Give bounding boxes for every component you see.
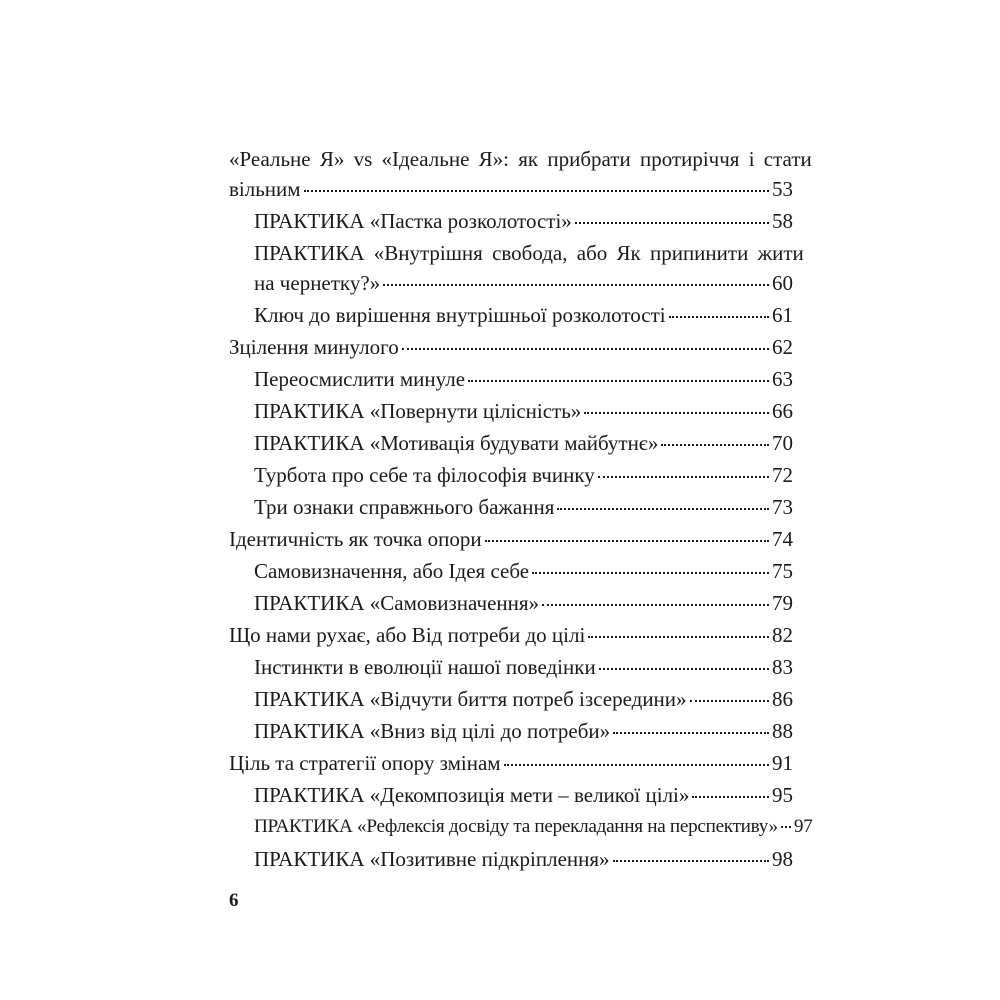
dot-leader bbox=[599, 668, 769, 670]
dot-leader bbox=[588, 636, 769, 638]
toc-entry-title: «Реальне Я» vs «Ідеальне Я»: як прибрати протиріччя і стати bbox=[229, 147, 812, 171]
dot-leader bbox=[504, 764, 769, 766]
dot-leader bbox=[304, 190, 769, 192]
toc-entry-title: ПРАКТИКА «Декомпозиція мети – великої цілі» bbox=[254, 783, 690, 807]
toc-entry-title: Переосмислити минуле bbox=[254, 367, 466, 391]
toc-entry-continuation: вільним bbox=[229, 177, 301, 201]
toc-entry-title: Зцілення минулого bbox=[229, 335, 399, 359]
toc-page-number: 79 bbox=[772, 591, 793, 615]
toc-entry bbox=[229, 176, 793, 208]
toc-entry-title: ПРАКТИКА «Самовизначення» bbox=[254, 591, 540, 615]
toc-entry bbox=[229, 462, 793, 494]
toc-entry bbox=[229, 366, 793, 398]
toc-entry-title: ПРАКТИКА «Рефлексія досвіду та перекладання на перспективу» bbox=[254, 816, 778, 837]
toc-entry-title: Інстинкти в еволюції нашої поведінки bbox=[254, 655, 596, 679]
toc-entry-heading bbox=[229, 146, 812, 176]
dot-leader bbox=[692, 796, 769, 798]
toc-entry-title: Турбота про себе та філософія вчинку bbox=[254, 463, 595, 487]
toc-entry-title: ПРАКТИКА «Внутрішня свобода, або Як припинити жити bbox=[254, 241, 804, 265]
toc-entry bbox=[229, 302, 793, 334]
toc-entry bbox=[229, 270, 793, 302]
toc-page-number: 95 bbox=[772, 783, 793, 807]
toc-entry-title: ПРАКТИКА «Повернути цілісність» bbox=[254, 399, 582, 423]
toc-entry bbox=[229, 430, 793, 462]
toc-entry-title: ПРАКТИКА «Вниз від цілі до потреби» bbox=[254, 719, 611, 743]
toc-page-number: 75 bbox=[772, 559, 793, 583]
toc-entry-title: Три ознаки справжнього бажання bbox=[254, 495, 555, 519]
toc-page-number: 53 bbox=[772, 177, 793, 201]
toc-entry bbox=[229, 334, 793, 366]
toc-entry bbox=[229, 208, 793, 240]
toc-entry bbox=[229, 782, 793, 814]
page-number: 6 bbox=[229, 890, 239, 911]
toc-entry-title: Що нами рухає, або Від потреби до цілі bbox=[229, 623, 586, 647]
dot-leader bbox=[669, 316, 769, 318]
dot-leader bbox=[557, 508, 769, 510]
toc-entry-title: Ідентичність як точка опори bbox=[229, 527, 482, 551]
toc-entry bbox=[229, 622, 793, 654]
toc-page-number: 58 bbox=[772, 209, 793, 233]
toc-entry bbox=[229, 814, 813, 846]
toc-page-number: 98 bbox=[772, 847, 793, 871]
toc-entry bbox=[229, 494, 793, 526]
dot-leader bbox=[468, 380, 769, 382]
toc-page-number: 86 bbox=[772, 687, 793, 711]
toc-page-number: 91 bbox=[772, 751, 793, 775]
toc-entry-title: ПРАКТИКА «Мотивація будувати майбутнє» bbox=[254, 431, 659, 455]
dot-leader bbox=[661, 444, 769, 446]
toc-entry bbox=[229, 718, 793, 750]
dot-leader bbox=[383, 284, 769, 286]
toc-entry-title: Самовизначення, або Ідея себе bbox=[254, 559, 530, 583]
toc-entry bbox=[229, 398, 793, 430]
toc-entry-title: ПРАКТИКА «Відчути биття потреб ізсередини» bbox=[254, 687, 687, 711]
toc-page-number: 72 bbox=[772, 463, 793, 487]
dot-leader bbox=[402, 348, 769, 350]
toc-page-number: 62 bbox=[772, 335, 793, 359]
toc-entry-heading bbox=[229, 240, 804, 270]
toc-entry-title: ПРАКТИКА «Позитивне підкріплення» bbox=[254, 847, 610, 871]
toc-page-number: 74 bbox=[772, 527, 793, 551]
toc-entry bbox=[229, 686, 793, 718]
toc-entry bbox=[229, 526, 793, 558]
toc-page-number: 97 bbox=[793, 816, 813, 837]
toc-entry-continuation: на чернетку?» bbox=[254, 271, 381, 295]
toc-entry bbox=[229, 654, 793, 686]
toc-page-number: 63 bbox=[772, 367, 793, 391]
toc-entry bbox=[229, 846, 793, 878]
dot-leader bbox=[781, 826, 791, 828]
toc-page-number: 66 bbox=[772, 399, 793, 423]
toc-entry-title: Ключ до вирішення внутрішньої розколотості bbox=[254, 303, 666, 327]
dot-leader bbox=[485, 540, 769, 542]
toc-entry bbox=[229, 590, 793, 622]
toc-page-number: 83 bbox=[772, 655, 793, 679]
dot-leader bbox=[584, 412, 769, 414]
toc-page-number: 73 bbox=[772, 495, 793, 519]
dot-leader bbox=[613, 860, 769, 862]
dot-leader bbox=[575, 222, 769, 224]
dot-leader bbox=[613, 732, 769, 734]
table-of-contents bbox=[229, 146, 813, 878]
toc-page-number: 60 bbox=[772, 271, 793, 295]
dot-leader bbox=[598, 476, 769, 478]
toc-page-number: 82 bbox=[772, 623, 793, 647]
toc-entry-title: Ціль та стратегії опору змінам bbox=[229, 751, 501, 775]
toc-entry bbox=[229, 558, 793, 590]
dot-leader bbox=[542, 604, 769, 606]
dot-leader bbox=[532, 572, 769, 574]
toc-entry-title: ПРАКТИКА «Пастка розколотості» bbox=[254, 209, 572, 233]
toc-page-number: 61 bbox=[772, 303, 793, 327]
toc-entry bbox=[229, 750, 793, 782]
toc-page-number: 88 bbox=[772, 719, 793, 743]
toc-page-number: 70 bbox=[772, 431, 793, 455]
dot-leader bbox=[690, 700, 769, 702]
